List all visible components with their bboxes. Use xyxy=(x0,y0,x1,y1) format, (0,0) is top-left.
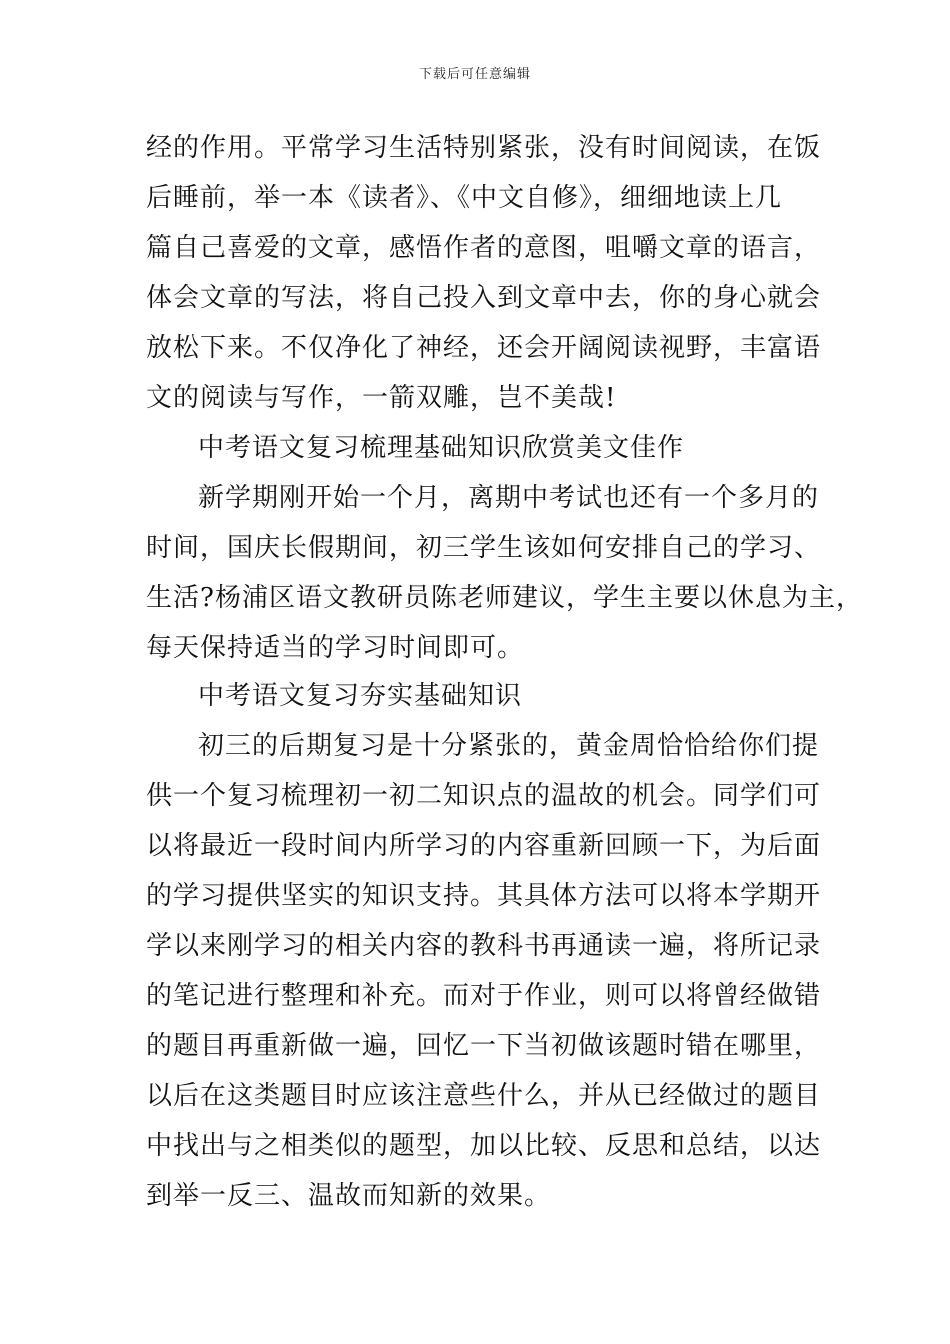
page-header: 下载后可任意编辑 xyxy=(418,67,531,82)
text-line: 的学习提供坚实的知识支持。其具体方法可以将本学期开 xyxy=(146,881,822,911)
text-line: 的题目再重新做一遍，回忆一下当初做该题时错在哪里， xyxy=(146,1031,822,1061)
text-line: 经的作用。平常学习生活特别紧张，没有时间阅读，在饭 xyxy=(146,133,822,163)
section-heading: 中考语文复习梳理基础知识欣赏美文佳作 xyxy=(198,433,685,463)
text-line: 到举一反三、温故而知新的效果。 xyxy=(146,1181,552,1211)
text-line: 后睡前，举一本《读者》、《中文自修》，细细地读上几 xyxy=(146,183,783,213)
text-line: 中找出与之相类似的题型，加以比较、反思和总结，以达 xyxy=(146,1131,822,1161)
text-line: 时间，国庆长假期间，初三学生该如何安排自己的学习、 xyxy=(146,533,822,563)
text-line: 体会文章的写法，将自己投入到文章中去，你的身心就会 xyxy=(146,283,822,313)
text-line: 供一个复习梳理初一初二知识点的温故的机会。同学们可 xyxy=(146,781,822,811)
text-line: 新学期刚开始一个月，离期中考试也还有一个多月的 xyxy=(198,483,820,513)
text-line: 的笔记进行整理和补充。而对于作业，则可以将曾经做错 xyxy=(146,981,822,1011)
text-line: 以将最近一段时间内所学习的内容重新回顾一下，为后面 xyxy=(146,831,822,861)
text-line: 篇自己喜爱的文章，感悟作者的意图，咀嚼文章的语言， xyxy=(146,233,822,263)
text-line: 文的阅读与写作，一箭双雕，岂不美哉! xyxy=(146,383,617,413)
text-line: 放松下来。不仅净化了神经，还会开阔阅读视野，丰富语 xyxy=(146,333,822,363)
text-line: 生活?杨浦区语文教研员陈老师建议，学生主要以休息为主， xyxy=(146,583,863,613)
section-heading: 中考语文复习夯实基础知识 xyxy=(198,681,523,711)
text-line: 每天保持适当的学习时间即可。 xyxy=(146,633,525,663)
text-line: 以后在这类题目时应该注意些什么，并从已经做过的题目 xyxy=(146,1081,822,1111)
text-line: 学以来刚学习的相关内容的教科书再通读一遍，将所记录 xyxy=(146,931,822,961)
text-line: 初三的后期复习是十分紧张的，黄金周恰恰给你们提 xyxy=(198,731,820,761)
